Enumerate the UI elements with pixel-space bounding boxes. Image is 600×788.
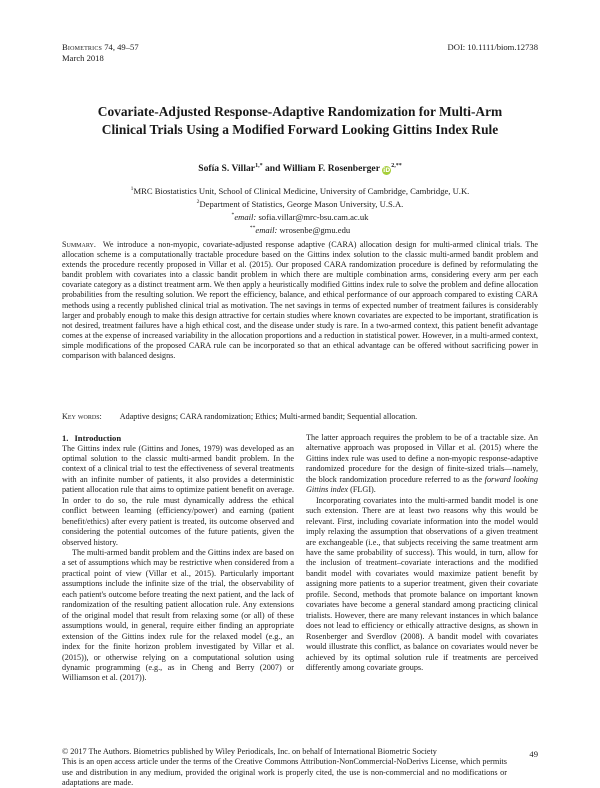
paragraph: Incorporating covariates into the multi-armed bandit model is one such extension. There are at least two reasons why this would be relevant. First, including covariate information into the model would imply relaxing the assumption that observations of a given treatment are exchangeable (i.e., that subjects receiving the same treatment arm have the same probability of success). This would, in turn, allow for the inclusion of treatment–covariate interactions and the modified bandit model with covariates would maximize patient benefit by assigning more patients to a superior treatment, given their covariate profile. Second, methods that promote balance on important known covariates have become a general standard among practicing clinical trialists. However, there are many relevant instances in which balance does not lead to efficiency or ethically attractive designs, as shown in Rosenberger and Sverdlov (2008). A bandit model with covariates would illustrate this conflict, as balance on covariates would never be achieved by its optimal solution rule if treatments are perceived differently among covariate groups. [306, 495, 538, 672]
doi[interactable]: DOI: 10.1111/biom.12738 [447, 42, 538, 52]
email-1-address[interactable]: sofia.villar@mrc-bsu.cam.ac.uk [258, 211, 369, 222]
issue-date: March 2018 [62, 53, 104, 63]
article-title [56, 103, 544, 139]
affiliation-1: $^1$MRC Biostatistics Unit, School of Clinical Medicine, University of Cambridge, Cambridge, U.K. [130, 185, 470, 196]
orcid-icon[interactable]: iD [383, 167, 391, 175]
email-2-address[interactable]: wrosenbe@gmu.edu [279, 224, 351, 235]
author-1: Sofía S. Villar [198, 163, 256, 175]
keywords-text: Adaptive designs; CARA randomization; Ethics; Multi-armed bandit; Sequential allocation. [119, 412, 418, 421]
volume-pages: 74, 49–57 [104, 42, 139, 52]
paragraph: The latter approach requires the problem to be of a tractable size. An alternative approach was proposed in Villar et al. (2015) where the Gittins index rule was used to define a non-myopic response-adaptive randomized procedure for the design of finite-sized trials—namely, the block randomization procedure referred to as the forward looking Gittins index (FLGI). [306, 433, 538, 495]
abstract-lead: Summary. [62, 240, 96, 249]
keywords-lead: Key words: [62, 412, 102, 421]
copyright-notice [62, 747, 507, 788]
email-1: *email: sofia.villar@mrc-bsu.cam.ac.uk [231, 211, 369, 222]
title-line-2: Clinical Trials Using a Modified Forward Looking Gittins Index Rule [101, 122, 499, 137]
body-column-left [62, 433, 294, 684]
author-1-affil: 1,* [255, 163, 263, 169]
body-column-right [306, 433, 538, 673]
author-line [56, 160, 544, 175]
abstract [62, 240, 538, 361]
section-heading: 1. Introduction [62, 433, 122, 443]
title-line-1: Covariate-Adjusted Response-Adaptive Randomization for Multi-Arm [97, 104, 503, 119]
running-header-left [62, 42, 139, 64]
paragraph: The multi-armed bandit problem and the Gittins index are based on a set of assumptions which may be restrictive when considered from a practical point of view (Villar et al., 2015). Particularly important assumptions include the infinite size of the trial, the observability of each patient's outcome before treating the next patient, and the lack of randomization of the resulting patient allocation rule. Any extensions of the original model that result from relaxing some (or all) of these assumptions would, in general, require either finding an appropriate extension of the Gittins index rule for the relaxed model (e.g., an index for the finite horizon problem investigated by Villar et al. (2015)), or otherwise relying on a computational solution using dynamic programming (e.g., as in Cheng and Berry (2007) or Williamson et al. (2017)). [62, 548, 294, 683]
page-number: 49 [529, 749, 538, 759]
keywords [62, 412, 538, 422]
paragraph: The Gittins index rule (Gittins and Jones, 1979) was developed as an optimal solution to the classic multi-armed bandit problem. In the context of a clinical trial to test the effectiveness of several treatments with an infinite number of patients, it also provides a deterministic patient allocation rule that aims to optimize patient benefit on average. In order to do so, the rule must dynamically address the ethical conflict between learning (efficiency/power) and earning (patient benefit/ethics) after every patient is treated, its outcome observed and considering the potential outcomes of the future patients, given the observed history. [62, 443, 294, 547]
affiliations [56, 184, 544, 235]
author-2-affil: 2,** [391, 163, 402, 169]
abstract-text: We introduce a non-myopic, covariate-adjusted response adaptive (CARA) allocation design for multi-armed clinical trials. The allocation scheme is a computationally tractable procedure based on the Gittins index solution to the classic multi-armed bandit problem and extends the procedure recently proposed in Villar et al. (2015). Our proposed CARA randomization procedure is defined by reformulating the bandit problem with covariates into a classic bandit problem in which there are multiple combination arms, considering every arm per each covariate category as a distinct treatment arm. We then apply a heuristically modified Gittins index rule to solve the problem and define allocation probabilities from the resulting solution. We report the efficiency, balance, and ethical performance of our approach compared to existing CARA methods using a recently published clinical trial as motivation. The net savings in terms of expected number of treatment failures is considerably larger and probably enough to make this design attractive for certain studies where known covariates are expected to be important, stratification is not desired, treatment failures have a high ethical cost, and the disease under study is rare. In a two-armed context, this patient benefit advantage comes at the expense of increased variability in the allocation proportions and a reduction in statistical power. However, in a multi-armed context, simple modifications of the proposed CARA rule can be incorporated so that an ethical advantage can be offered without sacrificing power in comparison with balanced designs. [62, 240, 539, 361]
journal-name: Biometrics [62, 42, 103, 52]
author-2: William F. Rosenberger [282, 163, 380, 175]
affiliation-2: $^2$Department of Statistics, George Mason University, U.S.A. [196, 198, 404, 209]
email-2: **email: wrosenbe@gmu.edu [249, 224, 351, 235]
author-conjunction: and [264, 163, 281, 175]
license-text: This is an open access article under the terms of the Creative Commons Attribution-NonCommercial-NoDerivs License, which permits use and distribution in any medium, provided the original work is properly cited, the use is non-commercial and no modifications or adaptations are made. [62, 757, 507, 787]
copyright-line: © 2017 The Authors. Biometrics published by Wiley Periodicals, Inc. on behalf of International Biometric Society [62, 747, 437, 756]
